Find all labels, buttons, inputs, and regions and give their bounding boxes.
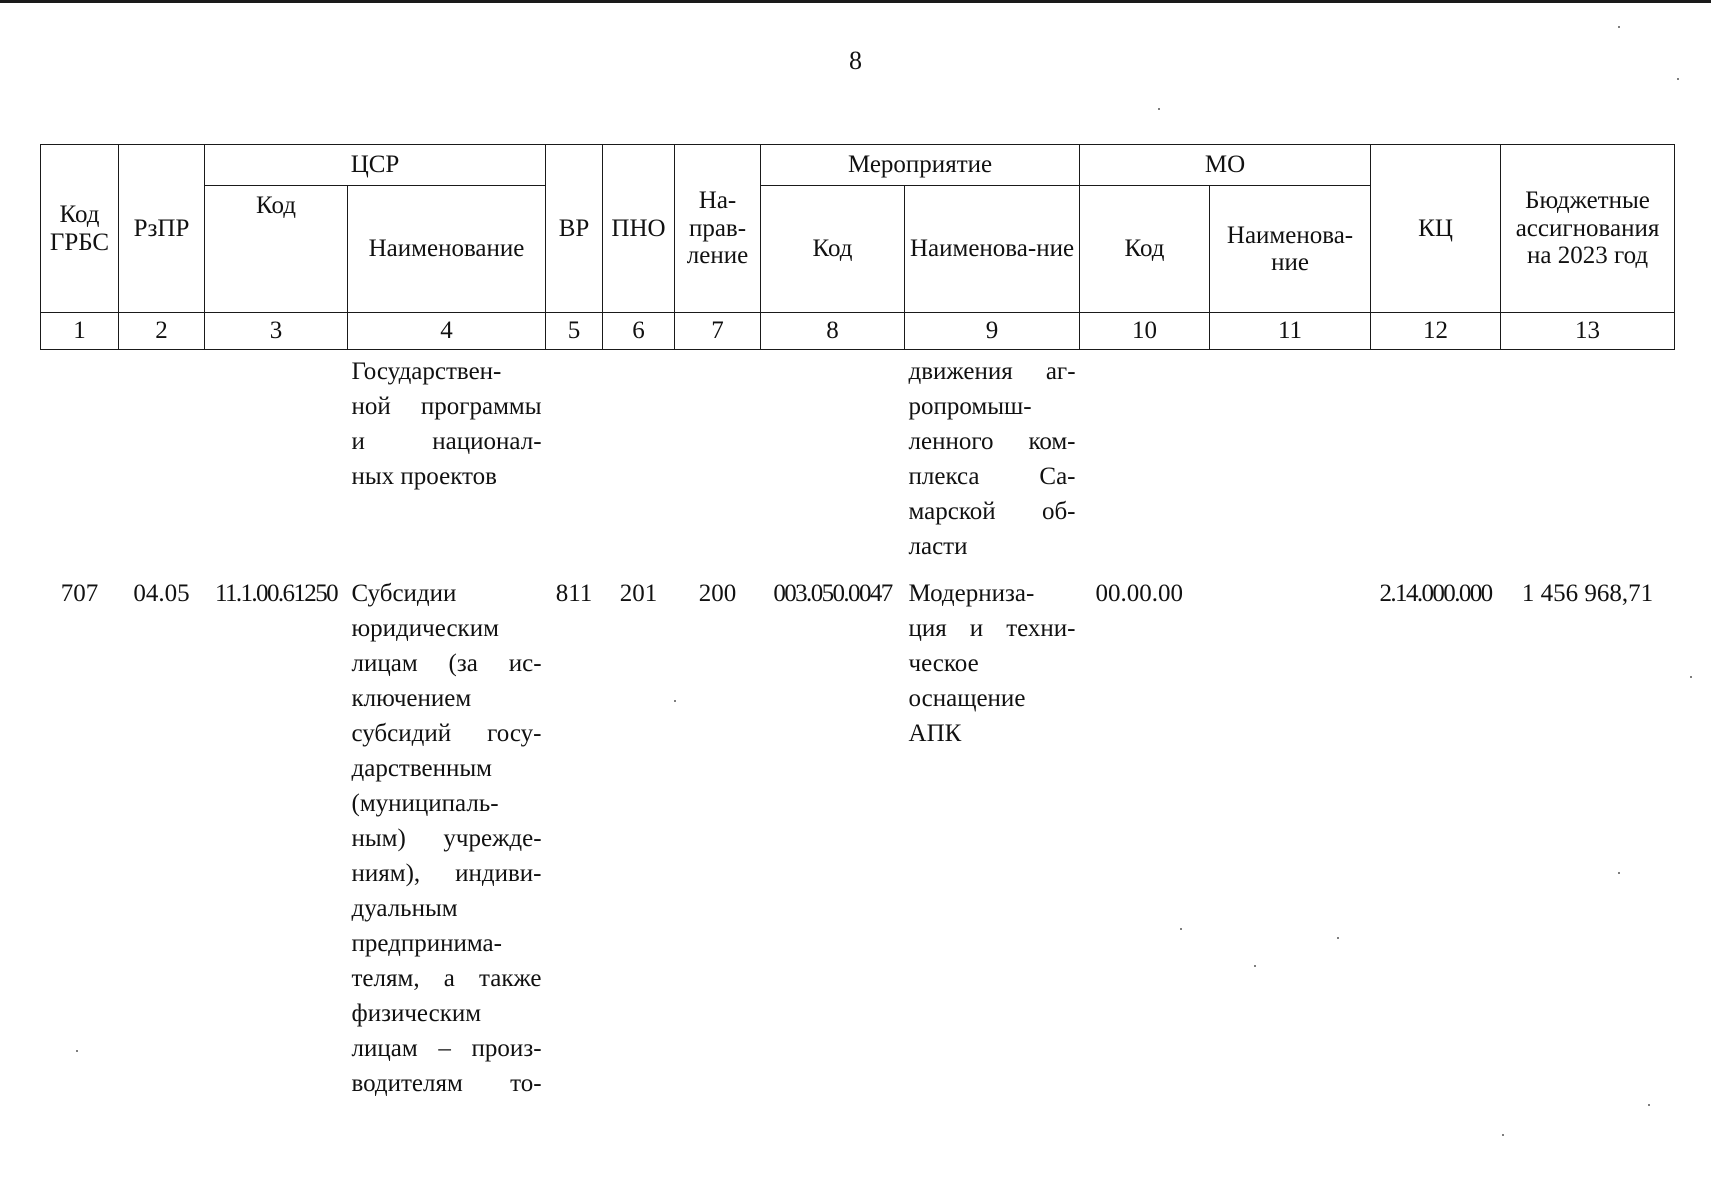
text-line: лицам (за ис-	[351, 650, 542, 677]
text-line: дуальным	[351, 895, 458, 922]
column-number: 1	[41, 313, 119, 350]
cell-vr: 811	[555, 580, 593, 607]
header-pno: ПНО	[603, 145, 675, 313]
text-line: оснащение	[908, 685, 1026, 712]
scan-speck	[76, 1050, 78, 1052]
cell-csr-kod: 11.1.00.61250	[214, 580, 338, 607]
cell-csr-name	[348, 576, 546, 1101]
column-number: 4	[348, 313, 546, 350]
text-line: ключением	[351, 685, 472, 712]
continuation-row	[41, 350, 1675, 577]
cell-rzpr: 04.05	[133, 580, 190, 607]
header-mo-name: Наименова-ние	[1210, 186, 1371, 313]
text-line: юридическим	[351, 615, 499, 642]
page-number: 8	[849, 46, 862, 75]
cell-byudzhet: 1 456 968,71	[1521, 580, 1654, 607]
cell-mer-kod: 003.050.0047	[773, 580, 892, 607]
budget-table	[40, 144, 1675, 1101]
scan-speck	[1648, 1104, 1650, 1106]
cell-mo-kod: 00.00.00	[1095, 580, 1184, 607]
text-line: предпринима-	[351, 930, 502, 957]
scan-speck	[674, 700, 676, 702]
text-line: ласти	[908, 533, 968, 560]
scan-speck	[1618, 26, 1620, 28]
scan-speck	[1180, 928, 1182, 930]
header-byudzhet: Бюджетные ассигнования на 2023 год	[1501, 145, 1675, 313]
column-number: 10	[1080, 313, 1210, 350]
scan-speck	[1254, 965, 1256, 967]
table-row	[41, 576, 1675, 1101]
text-line: ческое	[908, 650, 979, 677]
text-line: движения аг-	[908, 358, 1076, 385]
text-line: физическим	[351, 1000, 482, 1027]
text-line: ропромыш-	[908, 393, 1032, 420]
header-mo-kod: Код	[1080, 186, 1210, 313]
text-line: ных проектов	[351, 463, 497, 490]
cell-kc: 2.14.000.000	[1379, 580, 1492, 607]
text-line: марской об-	[908, 498, 1076, 525]
column-number: 2	[119, 313, 205, 350]
scan-speck	[1677, 78, 1679, 80]
header-csr-kod: Код	[205, 186, 348, 313]
scan-speck	[1502, 1134, 1504, 1136]
header-mer-kod: Код	[761, 186, 905, 313]
text-line: ниям), индиви-	[351, 860, 542, 887]
scan-speck	[1690, 676, 1692, 678]
scan-speck	[1618, 872, 1620, 874]
cell-kod-grbs: 707	[60, 580, 99, 607]
text-line: ным) учрежде-	[351, 825, 542, 852]
text-line: ной программы	[351, 393, 542, 420]
column-number: 5	[546, 313, 603, 350]
scan-speck	[1158, 108, 1160, 110]
scan-speck	[1337, 937, 1339, 939]
page-top-border	[0, 0, 1711, 3]
continuation-mer-name	[905, 350, 1080, 577]
column-number: 13	[1501, 313, 1675, 350]
text-line: Модерниза-	[908, 580, 1035, 607]
text-line: субсидий госу-	[351, 720, 542, 747]
text-line: дарственным	[351, 755, 492, 782]
header-csr-name: Наименование	[348, 186, 546, 313]
text-line: лицам – произ-	[351, 1035, 542, 1062]
header-meropriyatie: Мероприятие	[761, 145, 1080, 186]
header-mer-name: Наименова-ние	[905, 186, 1080, 313]
column-number: 9	[905, 313, 1080, 350]
header-mo: МО	[1080, 145, 1371, 186]
text-line: водителям то-	[351, 1070, 542, 1097]
header-kod-grbs: Код ГРБС	[41, 145, 119, 313]
column-number: 6	[603, 313, 675, 350]
header-rzpr: РзПР	[119, 145, 205, 313]
header-csr: ЦСР	[205, 145, 546, 186]
column-number: 8	[761, 313, 905, 350]
cell-mer-name	[905, 576, 1080, 1101]
column-number: 12	[1371, 313, 1501, 350]
text-line: ция и техни-	[908, 615, 1076, 642]
text-line: телям, а также	[351, 965, 542, 992]
text-line: АПК	[908, 720, 962, 747]
text-line: Государствен-	[351, 358, 502, 385]
cell-pno: 201	[619, 580, 658, 607]
continuation-csr-name	[348, 350, 546, 577]
column-number: 7	[675, 313, 761, 350]
text-line: Субсидии	[351, 580, 457, 607]
text-line: и национал-	[351, 428, 542, 455]
header-kc: КЦ	[1371, 145, 1501, 313]
text-line: ленного ком-	[908, 428, 1076, 455]
header-napravlenie: На-прав-ление	[675, 145, 761, 313]
cell-mo-name	[1210, 576, 1371, 1101]
text-line: плекса Са-	[908, 463, 1076, 490]
text-line: (муниципаль-	[351, 790, 499, 817]
header-vr: ВР	[546, 145, 603, 313]
column-number: 11	[1210, 313, 1371, 350]
cell-napravlenie: 200	[698, 580, 737, 607]
column-number: 3	[205, 313, 348, 350]
